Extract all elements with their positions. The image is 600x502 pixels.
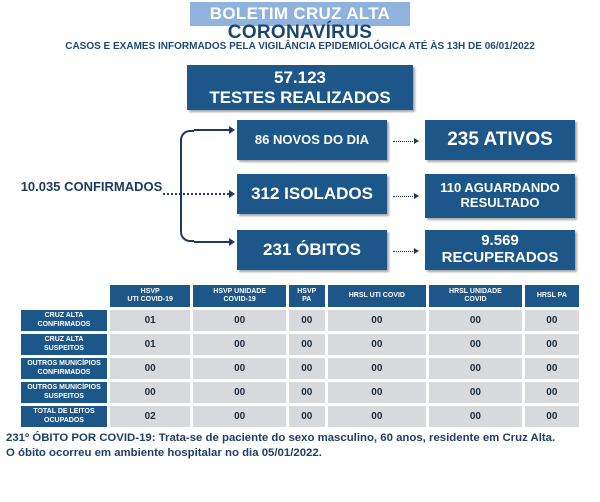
table-cell: 00	[110, 382, 190, 403]
table-cell: 00	[429, 358, 522, 379]
table-cell: 00	[429, 310, 522, 331]
column-header: HRSL UNIDADE COVID	[429, 285, 522, 307]
tests-box	[187, 65, 413, 110]
awaiting-line1: 110 AGUARDANDO	[440, 180, 560, 196]
recovered-label: RECUPERADOS	[441, 249, 559, 266]
arrow-line-obitos	[194, 241, 230, 243]
table-cell: 00	[110, 358, 190, 379]
awaiting-box	[425, 174, 575, 218]
arrowhead-isolados-icon	[229, 190, 235, 198]
arrow-line-recuperados	[393, 251, 415, 252]
death-note-line2: O óbito ocorreu em ambiente hospitalar no dia 05/01/2022.	[6, 446, 322, 459]
table-cell: 00	[289, 406, 325, 427]
table-cell: 00	[525, 358, 579, 379]
table-row	[21, 334, 579, 355]
table-cell: 01	[110, 334, 190, 355]
active-box	[425, 120, 575, 160]
tests-label: TESTES REALIZADOS	[209, 87, 391, 107]
table-cell: 00	[328, 334, 427, 355]
table-cell: 00	[525, 382, 579, 403]
arrow-line-aguardando	[393, 196, 415, 197]
table-cell: 00	[193, 406, 286, 427]
isolated-text: 312 ISOLADOS	[251, 184, 373, 204]
arrow-line-novos	[194, 129, 230, 131]
table-row	[21, 310, 579, 331]
column-header: HRSL UTI COVID	[328, 285, 427, 307]
new-cases-text: 86 NOVOS DO DIA	[254, 131, 370, 147]
table-cell: 01	[110, 310, 190, 331]
tests-value: 57.123	[274, 68, 326, 88]
table-header-row	[21, 285, 579, 307]
awaiting-line2: RESULTADO	[460, 195, 540, 210]
table-row	[21, 382, 579, 403]
isolated-box	[237, 174, 387, 214]
column-header: HRSL PA	[525, 285, 579, 307]
arrow-line-isolados	[163, 193, 229, 195]
table-cell: 00	[289, 334, 325, 355]
table-cell: 00	[328, 382, 427, 403]
arrowhead-aguardando-icon	[414, 193, 419, 199]
table-cell: 00	[289, 382, 325, 403]
arrowhead-novos-icon	[229, 126, 235, 134]
table-row	[21, 358, 579, 379]
death-note	[6, 431, 596, 461]
table-cell: 00	[328, 358, 427, 379]
new-cases-box	[237, 120, 387, 160]
arrowhead-ativos-icon	[414, 138, 419, 144]
confirmed-label	[14, 166, 169, 208]
confirmed-text: 10.035 CONFIRMADOS	[20, 178, 163, 194]
arrowhead-obitos-icon	[229, 238, 235, 246]
hospital-beds-table	[18, 282, 582, 430]
table-cell: 00	[193, 382, 286, 403]
table-cell: 00	[525, 334, 579, 355]
table-cell: 02	[110, 406, 190, 427]
recovered-value: 9.569	[481, 232, 519, 250]
table-cell: 00	[193, 334, 286, 355]
table-cell: 00	[289, 310, 325, 331]
death-note-line1: 231º ÓBITO POR COVID-19: Trata-se de paciente do sexo masculino, 60 anos, residente em Cruz Alta.	[6, 432, 556, 444]
row-header: OUTROS MUNICÍPIOS SUSPEITOS	[21, 382, 107, 403]
table-cell: 00	[525, 310, 579, 331]
table-cell: 00	[328, 406, 427, 427]
arrow-line-ativos	[393, 141, 415, 142]
row-header: CRUZ ALTA CONFIRMADOS	[21, 310, 107, 331]
active-text: 235 ATIVOS	[447, 129, 553, 151]
table-cell: 00	[429, 382, 522, 403]
row-header: OUTROS MUNICÍPIOS CONFIRMADOS	[21, 358, 107, 379]
deaths-text: 231 ÓBITOS	[263, 240, 361, 260]
table-cell: 00	[193, 358, 286, 379]
arrowhead-recuperados-icon	[414, 248, 419, 254]
column-header: HSVP PA	[289, 285, 325, 307]
table-cell: 00	[328, 310, 427, 331]
deaths-box	[237, 230, 387, 270]
bulletin-banner: BOLETIM CRUZ ALTA	[190, 2, 410, 26]
table-cell: 00	[525, 406, 579, 427]
table-corner	[21, 285, 107, 307]
recovered-box	[425, 230, 575, 270]
table-cell: 00	[193, 310, 286, 331]
table-cell: 00	[289, 358, 325, 379]
table-cell: 00	[429, 406, 522, 427]
column-header: HSVP UNIDADE COVID-19	[193, 285, 286, 307]
row-header: TOTAL DE LEITOS OCUPADOS	[21, 406, 107, 427]
column-header: HSVP UTI COVID-19	[110, 285, 190, 307]
row-header: CRUZ ALTA SUSPEITOS	[21, 334, 107, 355]
table-cell: 00	[429, 334, 522, 355]
page-title: CORONAVÍRUS	[227, 22, 373, 43]
branch-connector	[180, 130, 194, 242]
report-subtitle: CASOS E EXAMES INFORMADOS PELA VIGILÂNCIA EPIDEMIOLÓGICA ATÉ ÀS 13H DE 06/01/2022	[65, 41, 535, 52]
table-row	[21, 406, 579, 427]
